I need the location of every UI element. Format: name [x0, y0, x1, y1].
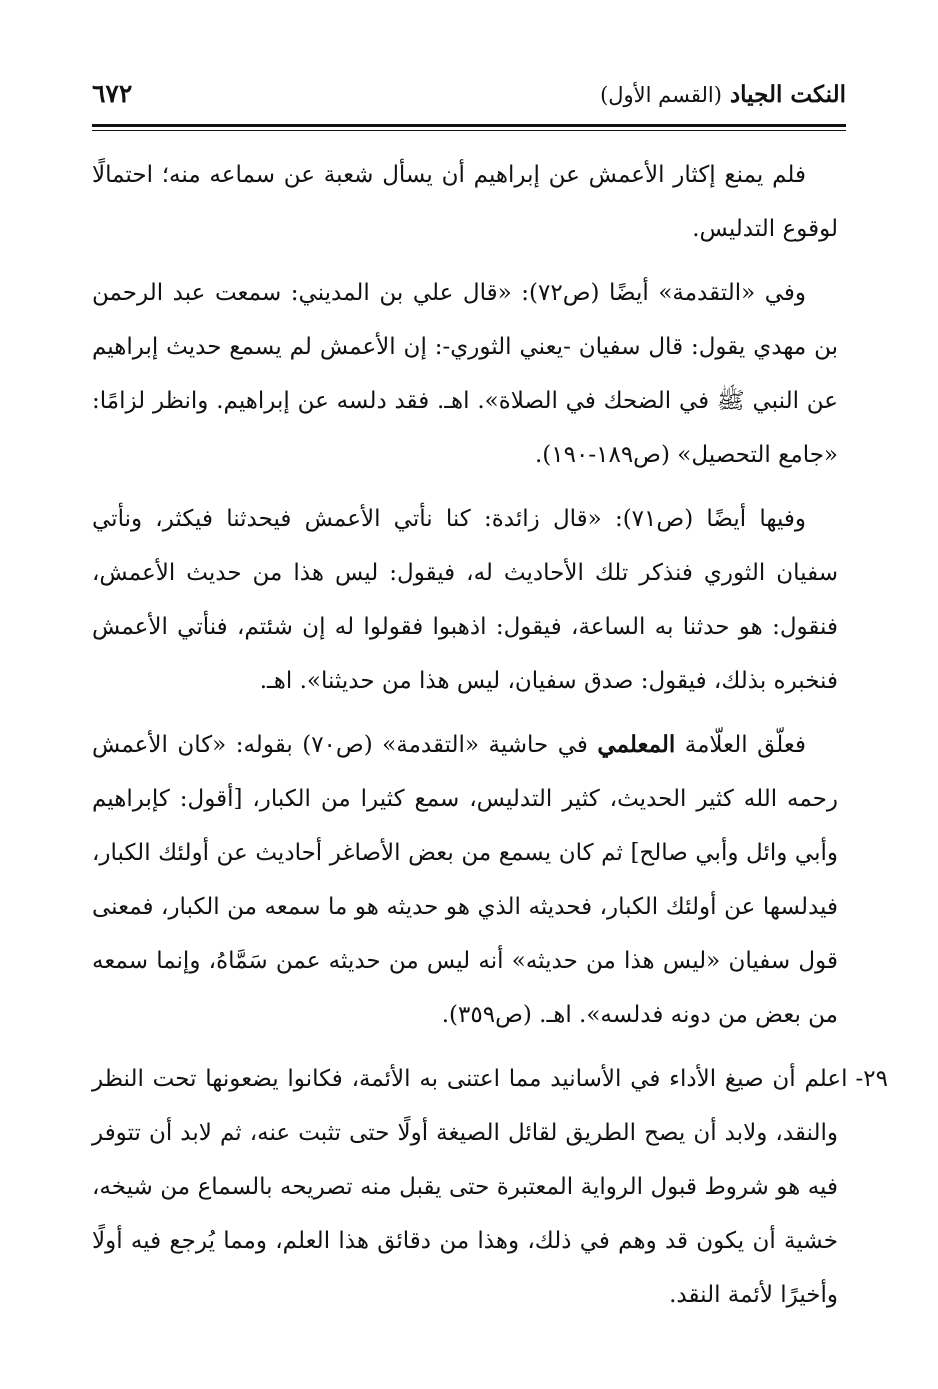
running-title: [600, 81, 846, 108]
paragraph: [92, 718, 838, 1042]
paragraph: فلم يمنع إكثار الأعمش عن إبراهيم أن يسأل شعبة عن سماعه منه؛ احتمالًا لوقوع التدليس.: [92, 162, 838, 242]
note-text: اعلم أن صيغ الأداء في الأسانيد مما اعتنى به الأئمة، فكانوا يضعونها تحت النظر والنقد، ولابد أن يصح الطريق لقائل الصيغة أولًا حتى تثبت عنه، ثم لابد أن تتوفر فيه هو شروط قبول الرواية المعتبرة حتى يقبل منه تصريحه بالسماع من شيخه، خشية أن يكون قد وهم في ذلك، وهذا من دقائق هذا العلم، ومما يُرجع فيه أولًا وأخيرًا لأئمة النقد.: [92, 1066, 848, 1308]
book-title: النكت الجياد: [729, 81, 846, 108]
note-number: ٢٩-: [855, 1066, 888, 1092]
paragraph: وفيها أيضًا (ص٧١): «قال زائدة: كنا نأتي الأعمش فيحدثنا فيكثر، ونأتي سفيان الثوري فنذكر تلك الأحاديث له، فيقول: ليس هذا من حديث الأعمش، فنقول: هو حدثنا به الساعة، فيقول: اذهبوا فقولوا له إن شئتم، فنأتي الأعمش فنخبره بذلك، فيقول: صدق سفيان، ليس هذا من حديثنا». اهـ.: [92, 506, 838, 694]
numbered-note: [92, 1052, 888, 1322]
header-rule-thick: [92, 124, 846, 127]
page-number: ٦٧٢: [92, 79, 133, 108]
page-body: [92, 148, 888, 1332]
paragraph-text-rest: في حاشية «التقدمة» (ص٧٠) بقوله: «كان الأعمش رحمه الله كثير الحديث، كثير التدليس، سمع كثيرا من الكبار، [أقول: كإبراهيم وأبي وائل وأبي صالح] ثم كان يسمع من بعض الأصاغر أحاديث عن أولئك الكبار، فيدلسها عن أولئك الكبار، فحديثه الذي هو حديثه هو ما سمعه من الكبار، فمعنى قول سفيان «ليس هذا من حديثه» أنه ليس من حديثه عمن سَمَّاهُ، وإنما سمعه من بعض من دونه فدلسه». اهـ. (ص٣٥٩).: [92, 732, 838, 1028]
book-section: (القسم الأول): [600, 83, 722, 107]
paragraph: وفي «التقدمة» أيضًا (ص٧٢): «قال علي بن المديني: سمعت عبد الرحمن بن مهدي يقول: قال سفيان -يعني الثوري-: إن الأعمش لم يسمع حديث إبراهيم عن النبي ﷺ في الضحك في الصلاة». اهـ. فقد دلسه عن إبراهيم. وانظر لزامًا: «جامع التحصيل» (ص١٨٩-١٩٠).: [92, 280, 838, 468]
header-rule-thin: [92, 130, 846, 131]
scholar-name: المعلمي: [597, 731, 676, 758]
running-header: [92, 76, 846, 116]
paragraph-text-start: فعلّق العلّامة: [675, 732, 806, 758]
